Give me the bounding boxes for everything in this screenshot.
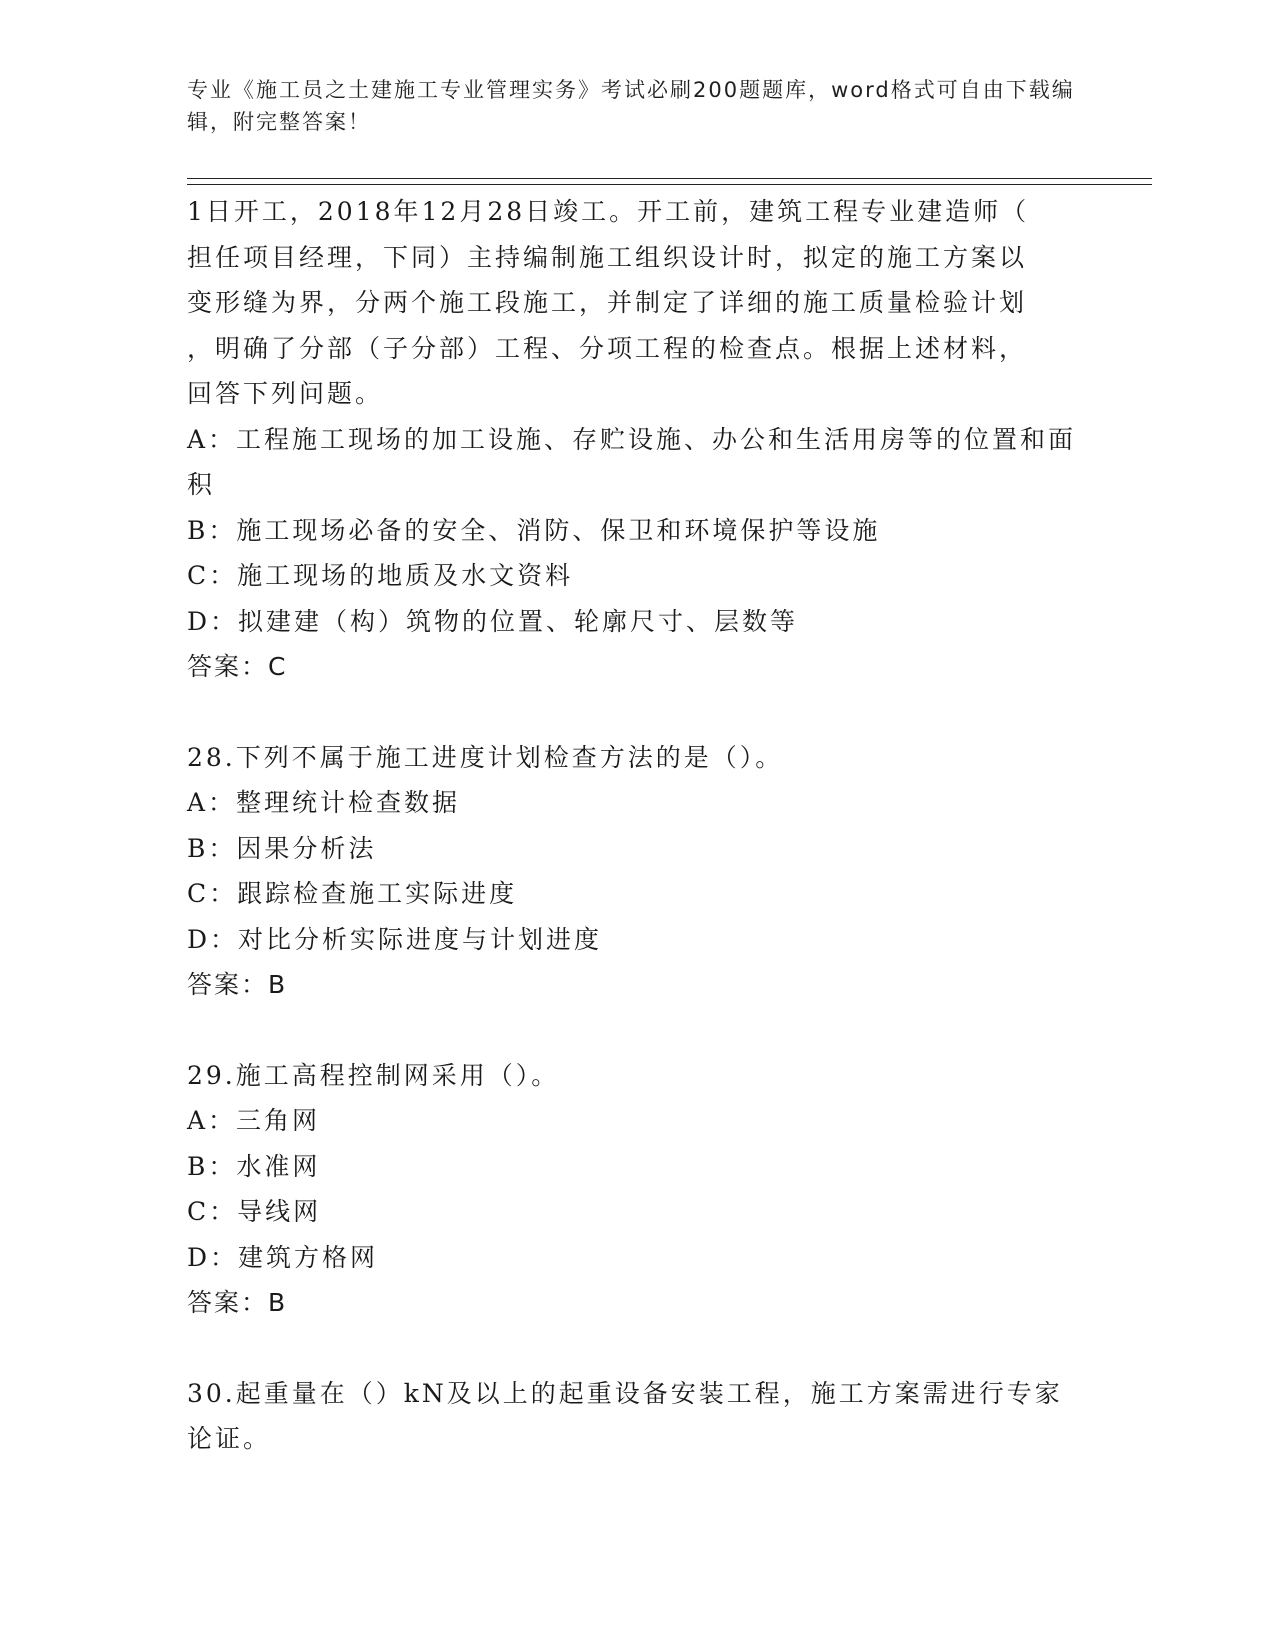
question-text-line: 变形缝为界，分两个施工段施工，并制定了详细的施工质量检验计划: [187, 288, 1028, 317]
header-rule-top: [187, 178, 1152, 179]
document-body: [187, 189, 1087, 1462]
option-b: B：施工现场必备的安全、消防、保卫和环境保护等设施: [187, 515, 881, 545]
answer-line: 答案：C: [187, 652, 288, 681]
option-a: A：三角网: [187, 1106, 321, 1135]
option-d: D：建筑方格网: [187, 1242, 379, 1272]
answer-line: 答案：B: [187, 970, 288, 999]
option-a: A：整理统计检查数据: [187, 788, 461, 817]
question-30-text: 30.起重量在（）kN及以上的起重设备安装工程，施工方案需进行专家论证。: [187, 1378, 1063, 1453]
option-b: B：水准网: [187, 1151, 321, 1181]
question-30-block: [187, 1371, 1087, 1462]
header-rule-bottom: [187, 184, 1152, 185]
option-c: C：施工现场的地质及水文资料: [187, 561, 574, 590]
option-d: D：对比分析实际进度与计划进度: [187, 924, 603, 954]
option-d: D：拟建建（构）筑物的位置、轮廓尺寸、层数等: [187, 606, 799, 636]
option-c: C：导线网: [187, 1197, 322, 1226]
question-27-block: [187, 189, 1087, 690]
document-header: 专业《施工员之土建施工专业管理实务》考试必刷200题题库，word格式可自由下载编辑，附完整答案！: [187, 78, 1075, 134]
question-28-text: 28.下列不属于施工进度计划检查方法的是（）。: [187, 742, 784, 772]
question-text-line: ，明确了分部（子分部）工程、分项工程的检查点。根据上述材料，: [187, 333, 1028, 363]
question-text-line: 回答下列问题。: [187, 379, 384, 408]
option-b: B：因果分析法: [187, 833, 377, 863]
question-text-line: 担任项目经理，下同）主持编制施工组织设计时，拟定的施工方案以: [187, 242, 1028, 272]
question-text-line: 1日开工，2018年12月28日竣工。开工前，建筑工程专业建造师（: [187, 197, 1030, 226]
answer-line: 答案：B: [187, 1288, 288, 1317]
question-29-block: [187, 1053, 1087, 1326]
option-a: A：工程施工现场的加工设施、存贮设施、办公和生活用房等的位置和面积: [187, 424, 1077, 499]
option-c: C：跟踪检查施工实际进度: [187, 879, 518, 908]
question-28-block: [187, 735, 1087, 1008]
question-29-text: 29.施工高程控制网采用（）。: [187, 1060, 560, 1090]
